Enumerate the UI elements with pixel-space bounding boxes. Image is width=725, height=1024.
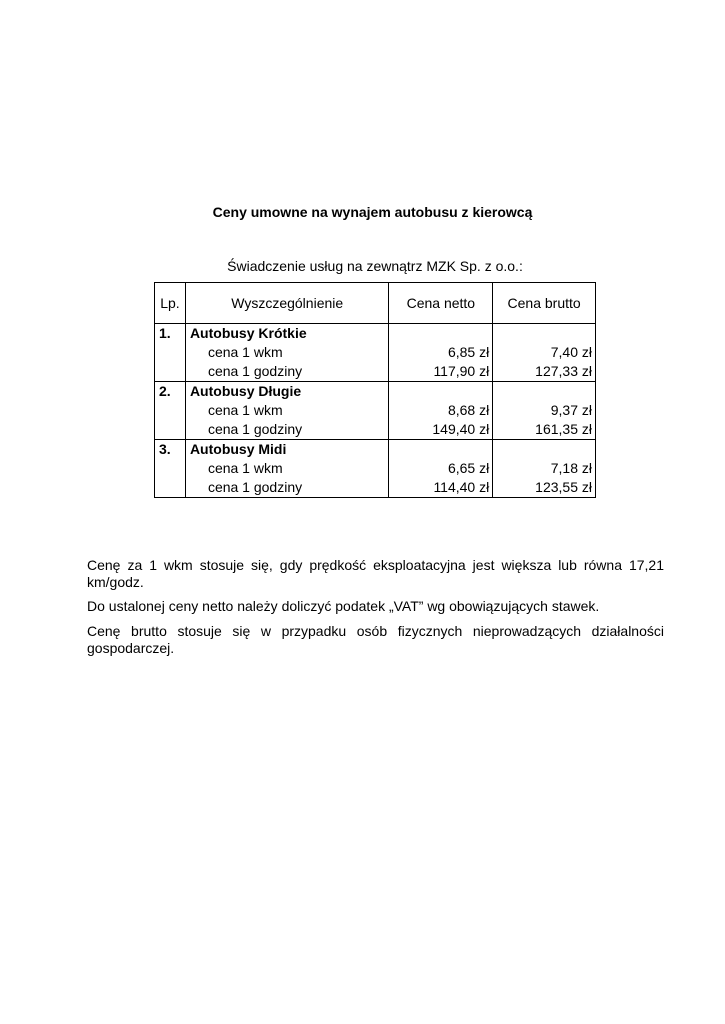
net-price: 117,90 zł: [433, 363, 490, 379]
note-text: Do ustalonej ceny netto należy doliczyć podatek „VAT” wg obowiązujących stawek.: [87, 598, 600, 614]
net-price: 114,40 zł: [433, 479, 490, 495]
row-number-cell: [155, 440, 186, 498]
item-label: cena 1 wkm: [207, 460, 283, 476]
item-label: cena 1 wkm: [207, 344, 283, 360]
header-net-price: Cena netto: [389, 283, 493, 324]
item-label: cena 1 godziny: [207, 363, 303, 379]
item-label: cena 1 wkm: [207, 402, 283, 418]
group-name: Autobusy Długie: [189, 383, 302, 399]
table-row: [155, 382, 596, 440]
document-title: Ceny umowne na wynajem autobusu z kierowcą: [212, 204, 533, 220]
note-text: Cenę za 1 wkm stosuje się, gdy prędkość eksploatacyjna jest większa lub równa 17,21 km/godz.: [87, 557, 664, 590]
header-description: Wyszczególnienie: [185, 283, 389, 324]
table-row: [155, 324, 596, 382]
gross-price: 7,40 zł: [550, 344, 592, 360]
gross-price-cell: [493, 382, 596, 440]
net-price: 149,40 zł: [432, 421, 490, 437]
price-table: [154, 282, 596, 498]
row-number: 2.: [159, 383, 171, 399]
row-number: 1.: [159, 325, 171, 341]
row-number-cell: [155, 324, 186, 382]
gross-price: 127,33 zł: [535, 363, 592, 379]
note-gross-price: [87, 623, 664, 665]
gross-price-cell: [493, 440, 596, 498]
net-price: 8,68 zł: [447, 402, 490, 418]
table-row: [155, 440, 596, 498]
gross-price: 7,18 zł: [550, 460, 592, 476]
note-text: Cenę brutto stosuje się w przypadku osób fizycznych nieprowadzących działalności gospodarczej.: [87, 623, 664, 656]
note-wkm-speed: [87, 557, 664, 599]
gross-price: 161,35 zł: [535, 421, 592, 437]
group-name: Autobusy Midi: [189, 441, 287, 457]
description-cell: [185, 382, 389, 440]
header-lp: Lp.: [155, 283, 186, 324]
gross-price: 9,37 zł: [550, 402, 592, 418]
net-price-cell: [389, 382, 493, 440]
net-price: 6,85 zł: [447, 344, 490, 360]
description-cell: [185, 324, 389, 382]
net-price: 6,65 zł: [447, 460, 490, 476]
header-gross-price: Cena brutto: [493, 283, 596, 324]
net-price-cell: [389, 324, 493, 382]
table-header-row: [155, 283, 596, 324]
item-label: cena 1 godziny: [207, 479, 303, 495]
gross-price-cell: [493, 324, 596, 382]
document-subtitle: Świadczenie usług na zewnątrz MZK Sp. z o.o.:: [227, 258, 523, 274]
note-vat: [87, 598, 664, 623]
net-price-cell: [389, 440, 493, 498]
description-cell: [185, 440, 389, 498]
row-number-cell: [155, 382, 186, 440]
item-label: cena 1 godziny: [207, 421, 303, 437]
gross-price: 123,55 zł: [535, 479, 592, 495]
group-name: Autobusy Krótkie: [189, 325, 307, 341]
row-number: 3.: [159, 441, 171, 457]
